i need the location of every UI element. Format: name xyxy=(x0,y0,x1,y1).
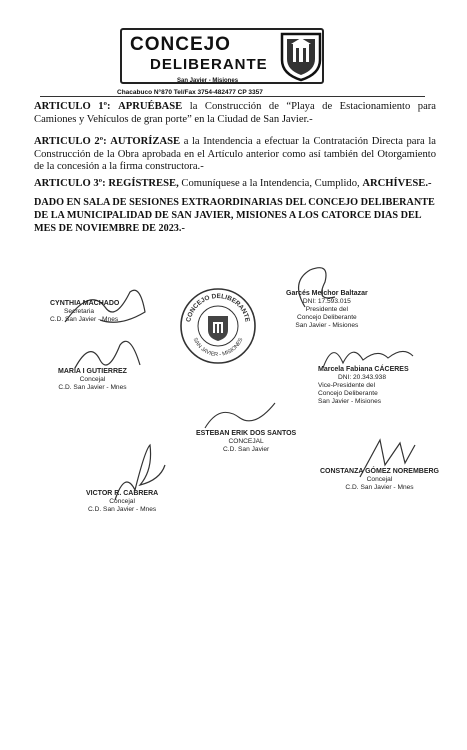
signer-name: CYNTHIA MACHADO xyxy=(50,300,120,307)
official-seal-stamp xyxy=(178,286,258,366)
letterhead-divider xyxy=(40,96,425,97)
article-1 xyxy=(34,101,436,126)
article-3-end: ARCHÍVESE.- xyxy=(362,178,432,189)
article-2 xyxy=(34,136,436,174)
signer-title: San Javier - Misiones xyxy=(295,322,359,329)
signer-title: C.D. San Javier - Mnes xyxy=(88,506,157,513)
letterhead-address: Chacabuco N°870 Tel/Fax 3754-482477 CP 3357 xyxy=(117,89,263,96)
signer-title: C.D. San Javier xyxy=(223,446,270,453)
article-1-text: la Construcción de “Playa de Estacionamiento para Camiones y Vehículos de gran porte” en la Ciudad de San Javier.- xyxy=(34,101,436,125)
signer-name: Marcela Fabiana CÁCERES xyxy=(318,366,409,373)
signer-name: MARÍA I GUTIERREZ xyxy=(58,368,127,375)
signer-dni: DNI: 20.343.938 xyxy=(338,374,387,381)
signer-title: Concejal xyxy=(109,498,135,505)
article-2-text: a la Intendencia a efectuar la Contratación Directa para la Construcción de la Obra aprobada en el Artículo anterior como así también del Otorgamiento de la concesión a la firma constructora.- xyxy=(34,136,436,172)
article-2-label: ARTICULO 2º: xyxy=(34,136,107,147)
signer-title: Concejal xyxy=(366,476,393,483)
signer-title: C.D. San Javier - Mnes xyxy=(58,384,127,391)
signature-block-gutierrez xyxy=(58,368,127,392)
signer-name: ESTEBAN ERIK DOS SANTOS xyxy=(196,430,297,437)
signer-title: C.D. San Javier - Mnes xyxy=(345,484,414,491)
seal-top-text: CONCEJO DELIBERANTE xyxy=(185,292,251,323)
article-1-label: ARTICULO 1º: xyxy=(34,101,111,112)
signer-title: Vice-Presidente del xyxy=(318,382,376,389)
signer-title: San Javier - Misiones xyxy=(318,398,382,405)
signer-name: Garcés Melchor Baltazar xyxy=(286,290,368,297)
article-1-verb: APRUÉBASE xyxy=(118,101,183,112)
article-3-text: Comuníquese a la Intendencia, Cumplido, xyxy=(178,178,363,189)
signature-block-machado xyxy=(50,300,119,324)
signature-block-dos-santos xyxy=(196,430,296,454)
signature-block-garces xyxy=(286,290,368,330)
seal-bottom-text: SAN JAVIER - MISIONES xyxy=(191,337,245,359)
signer-title: C.D. San Javier - Mnes xyxy=(50,316,119,323)
council-emblem-icon xyxy=(276,30,326,82)
article-3-verb: REGÍSTRESE, xyxy=(108,178,179,189)
signer-title: CONCEJAL xyxy=(228,438,264,445)
signer-title: Concejal xyxy=(79,376,106,383)
article-2-verb: AUTORÍZASE xyxy=(110,136,181,147)
signature-scribble-dos-santos xyxy=(200,398,280,433)
signer-name: CONSTANZA GÓMEZ NOREMBERG xyxy=(320,468,439,475)
letterhead-title-line2: DELIBERANTE xyxy=(150,56,268,73)
signer-title: Secretaria xyxy=(64,308,95,315)
signer-name: VICTOR R. CABRERA xyxy=(86,490,159,497)
article-3-label: ARTICULO 3º: xyxy=(34,178,106,189)
letterhead-title-line1: CONCEJO xyxy=(130,34,231,55)
article-3 xyxy=(34,178,436,191)
signature-block-caceres xyxy=(318,366,409,406)
signature-block-gomez xyxy=(320,468,439,492)
closing-statement: DADO EN SALA DE SESIONES EXTRAORDINARIAS DEL CONCEJO DELIBERANTE DE LA MUNICIPALIDAD DE SAN JAVIER, MISIONES A LOS CATORCE DIAS DEL MES DE NOVIEMBRE DE 2023.- xyxy=(34,197,435,234)
signer-dni: DNI: 17.593.015 xyxy=(302,298,351,305)
signature-block-cabrera xyxy=(86,490,158,514)
signer-title: Presidente del xyxy=(305,306,348,313)
signer-title: Concejo Deliberante xyxy=(318,390,378,397)
letterhead-city: San Javier - Misiones xyxy=(177,78,239,84)
signer-title: Concejo Deliberante xyxy=(296,314,357,321)
